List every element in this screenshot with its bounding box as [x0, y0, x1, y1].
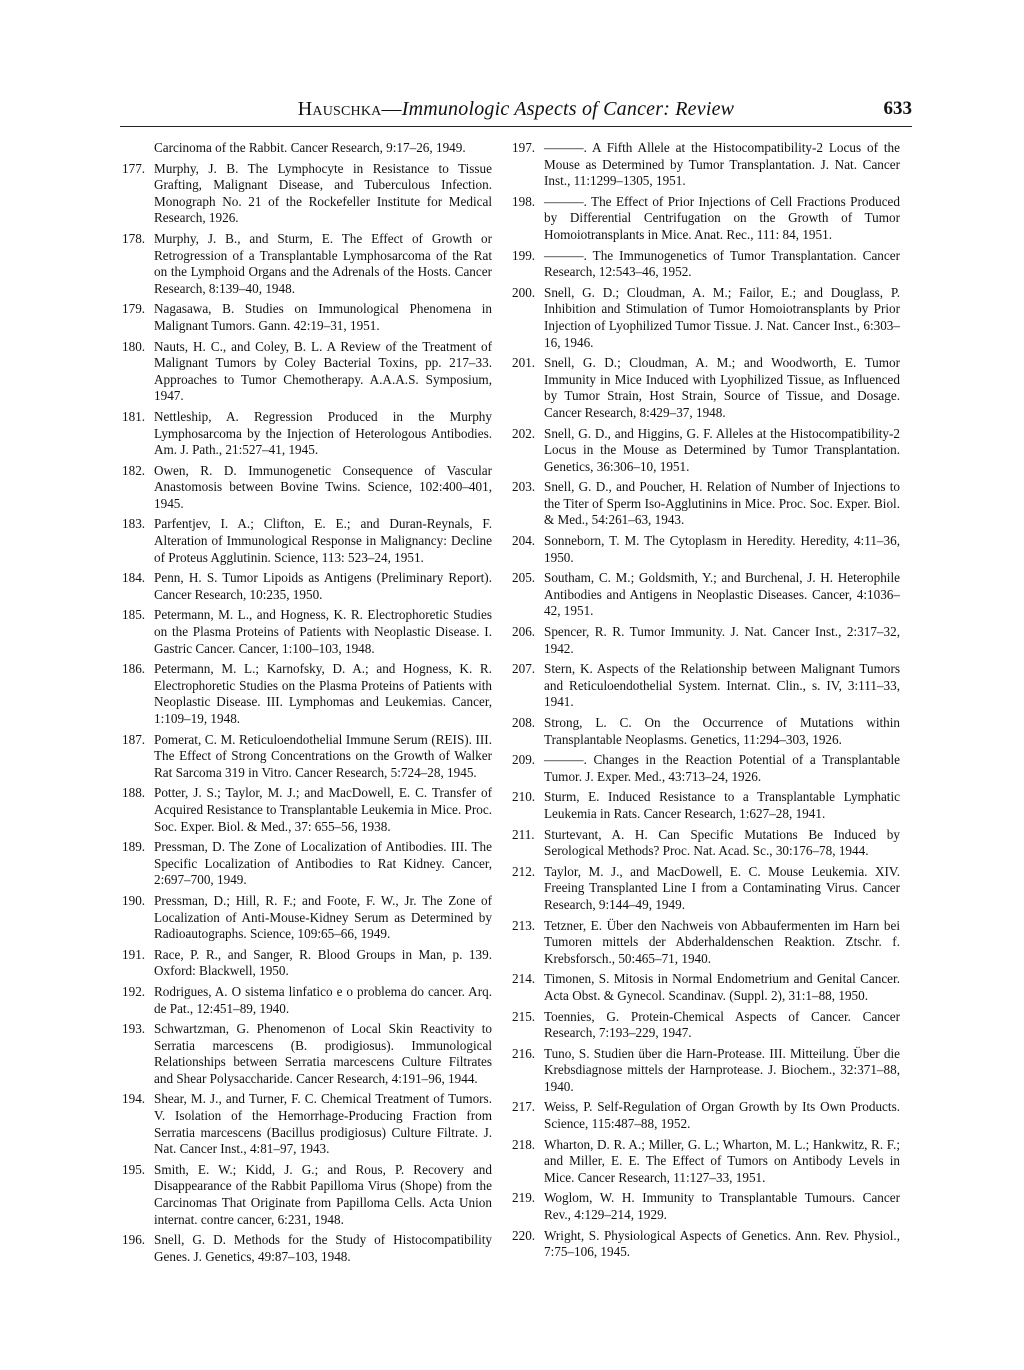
- reference-entry: [122, 607, 492, 657]
- reference-number: 217.: [512, 1099, 536, 1115]
- reference-number: 180.: [122, 338, 146, 354]
- reference-number: 188.: [122, 785, 146, 801]
- reference-text: Smith, E. W.; Kidd, J. G.; and Rous, P. Recovery and Disappearance of the Rabbit Papilloma Virus (Shope) from the Carcinomas That Originate from Papilloma Cells. Acta Union internat. contre cancer, 6:231, 1948.: [154, 1161, 492, 1227]
- reference-text: Race, P. R., and Sanger, R. Blood Groups in Man, p. 139. Oxford: Blackwell, 1950.: [154, 946, 492, 979]
- reference-text: Petermann, M. L.; Karnofsky, D. A.; and Hogness, K. R. Electrophoretic Studies on the Plasma Proteins of Patients with Neoplastic Disease. III. Lymphomas and Leukemias. Cancer, 1:109–19, 1948.: [154, 661, 492, 726]
- reference-text: Snell, G. D., and Higgins, G. F. Alleles at the Histocompatibility-2 Locus in the Mouse as Determined by Tumor Transplantation. Genetics, 36:306–10, 1951.: [544, 425, 900, 474]
- reference-entry: [512, 284, 900, 351]
- reference-number: 199.: [512, 247, 536, 263]
- reference-number: 213.: [512, 917, 536, 933]
- reference-number: 200.: [512, 284, 536, 300]
- reference-number: 210.: [512, 789, 536, 805]
- reference-number: 185.: [122, 607, 146, 623]
- reference-text: Carcinoma of the Rabbit. Cancer Research, 9:17–26, 1949.: [154, 140, 466, 155]
- page-number: 633: [883, 98, 912, 119]
- reference-text: Wharton, D. R. A.; Miller, G. L.; Wharton, M. L.; Hankwitz, R. F.; and Miller, E. E. The Effect of Tumors on Antibody Levels in Mice. Cancer Research, 11:127–33, 1951.: [544, 1136, 900, 1185]
- reference-entry: [122, 661, 492, 727]
- reference-text: Pressman, D. The Zone of Localization of Antibodies. III. The Specific Localization of Antibodies to Rat Kidney. Cancer, 2:697–700, 1949.: [154, 839, 492, 888]
- reference-number: 190.: [122, 892, 146, 908]
- reference-number: 177.: [122, 160, 146, 176]
- reference-number: 186.: [122, 661, 146, 677]
- reference-number: 181.: [122, 408, 146, 424]
- reference-entry: [512, 479, 900, 529]
- reference-text: Snell, G. D., and Poucher, H. Relation of Number of Injections to the Titer of Sperm Iso-Agglutinins in Mice. Proc. Soc. Exper. Biol. & Med., 54:261–63, 1943.: [544, 479, 900, 528]
- reference-number: 198.: [512, 193, 536, 209]
- reference-entry: [512, 826, 900, 860]
- reference-number: 192.: [122, 983, 146, 999]
- reference-number: 193.: [122, 1021, 146, 1037]
- running-title: [120, 98, 912, 121]
- reference-text: ———. The Immunogenetics of Tumor Transplantation. Cancer Research, 12:543–46, 1952.: [544, 247, 900, 280]
- reference-text: Pressman, D.; Hill, R. F.; and Foote, F. W., Jr. The Zone of Localization of Anti-Mouse-Kidney Serum as Determined by Radioautographs. Science, 109:65–66, 1949.: [154, 892, 492, 942]
- reference-number: 218.: [512, 1136, 536, 1152]
- reference-text: ———. A Fifth Allele at the Histocompatibility-2 Locus of the Mouse as Determined by Tumor Transplantation. J. Nat. Cancer Inst., 11:1299–1305, 1951.: [544, 140, 900, 189]
- reference-text: Snell, G. D.; Cloudman, A. M.; and Woodworth, E. Tumor Immunity in Mice Induced with Lyophilized Tissue, as Influenced by Tumor Strain, Host Strain, Source of Tissue, and Dosage. Cancer Research, 8:429–37, 1948.: [544, 355, 900, 420]
- reference-entry: [512, 1008, 900, 1042]
- reference-number: 220.: [512, 1227, 536, 1243]
- reference-entry: [512, 1099, 900, 1132]
- reference-number: 184.: [122, 570, 146, 586]
- running-author: Hauschka: [297, 98, 382, 120]
- reference-text: Sonneborn, T. M. The Cytoplasm in Heredity. Heredity, 4:11–36, 1950.: [544, 533, 900, 565]
- reference-entry: [512, 247, 900, 281]
- reference-number: 179.: [122, 301, 146, 317]
- reference-entry: [122, 230, 492, 297]
- reference-text: Rodrigues, A. O sistema linfatico e o problema do cancer. Arq. de Pat., 12:451–89, 1940.: [154, 983, 492, 1016]
- reference-text: Potter, J. S.; Taylor, M. J.; and MacDowell, E. C. Transfer of Acquired Resistance to Transplantable Leukemia in Mice. Proc. Soc. Exper. Biol. & Med., 37: 655–56, 1938.: [154, 785, 492, 834]
- reference-entry: [122, 946, 492, 980]
- reference-entry: [512, 425, 900, 476]
- reference-text: Penn, H. S. Tumor Lipoids as Antigens (Preliminary Report). Cancer Research, 10:235, 1950.: [154, 570, 492, 602]
- reference-text: Tetzner, E. Über den Nachweis von Abbaufermenten im Harn bei Tumoren mittels der Abderhaldenschen Reaktion. Ztschr. f. Krebsforsch., 50:465–71, 1940.: [544, 917, 900, 966]
- reference-entry: [122, 785, 492, 835]
- reference-number: 197.: [512, 140, 536, 155]
- right-reference-column: [512, 140, 900, 1265]
- reference-number: 195.: [122, 1161, 146, 1177]
- reference-text: Strong, L. C. On the Occurrence of Mutations within Transplantable Neoplasms. Genetics, 11:294–303, 1926.: [544, 715, 900, 747]
- reference-entry: [128, 140, 492, 157]
- reference-entry: [512, 789, 900, 822]
- reference-number: 209.: [512, 752, 536, 768]
- reference-text: Sturm, E. Induced Resistance to a Transplantable Lymphatic Leukemia in Rats. Cancer Research, 1:627–28, 1941.: [544, 789, 900, 821]
- reference-number: 205.: [512, 570, 536, 586]
- reference-number: 219.: [512, 1190, 536, 1206]
- running-separator: —: [381, 98, 402, 120]
- reference-number: 204.: [512, 533, 536, 549]
- reference-text: Stern, K. Aspects of the Relationship between Malignant Tumors and Reticuloendothelial System. Internat. Clin., s. IV, 3:111–33, 1941.: [544, 661, 900, 710]
- reference-entry: [512, 715, 900, 748]
- reference-text: Murphy, J. B., and Sturm, E. The Effect of Growth or Retrogression of a Transplantable Lymphosarcoma of the Rat on the Lymphoid Organs and the Adrenals of the Hosts. Cancer Research, 8:139–40, 1948.: [154, 230, 492, 296]
- reference-entry: [122, 892, 492, 943]
- reference-entry: [122, 516, 492, 566]
- reference-text: Snell, G. D.; Cloudman, A. M.; Failor, E.; and Douglass, P. Inhibition and Stimulation of Tumor Homoiotransplants by Prior Injection of Lyophilized Tumor Tissue. J. Nat. Cancer Inst., 6:303–16, 1946.: [544, 284, 900, 350]
- reference-number: 202.: [512, 425, 536, 441]
- reference-entry: [512, 917, 900, 968]
- reference-text: ———. The Effect of Prior Injections of Cell Fractions Produced by Differential Centrifugation on the Growth of Tumor Homoiotransplants in Mice. Anat. Rec., 111: 84, 1951.: [544, 193, 900, 242]
- reference-entry: [122, 570, 492, 603]
- reference-text: Nagasawa, B. Studies on Immunological Phenomena in Malignant Tumors. Gann. 42:19–31, 1951.: [154, 301, 492, 333]
- reference-number: 206.: [512, 624, 536, 640]
- reference-text: Petermann, M. L., and Hogness, K. R. Electrophoretic Studies on the Plasma Proteins of Patients with Neoplastic Disease. I. Gastric Cancer. Cancer, 1:100–103, 1948.: [154, 607, 492, 656]
- reference-number: 211.: [512, 826, 535, 842]
- reference-number: 207.: [512, 661, 536, 677]
- reference-text: Pomerat, C. M. Reticuloendothelial Immune Serum (REIS). III. The Effect of Strong Concentrations on the Growth of Walker Rat Sarcoma 319 in Vitro. Cancer Research, 5:724–28, 1945.: [154, 731, 492, 780]
- reference-entry: [122, 1161, 492, 1228]
- reference-entry: [512, 355, 900, 421]
- reference-entry: [512, 570, 900, 620]
- reference-text: Spencer, R. R. Tumor Immunity. J. Nat. Cancer Inst., 2:317–32, 1942.: [544, 624, 900, 656]
- reference-entry: [122, 160, 492, 227]
- reference-number: 189.: [122, 839, 146, 855]
- reference-text: Parfentjev, I. A.; Clifton, E. E.; and Duran-Reynals, F. Alteration of Immunological Response in Malignancy: Decline of Proteus Agglutinin. Science, 113: 523–24, 1951.: [154, 516, 492, 565]
- reference-entry: [122, 462, 492, 513]
- reference-text: Toennies, G. Protein-Chemical Aspects of Cancer. Cancer Research, 7:193–229, 1947.: [544, 1008, 900, 1041]
- reference-entry: [512, 1190, 900, 1223]
- reference-entry: [512, 533, 900, 566]
- reference-number: 191.: [122, 946, 146, 962]
- reference-text: Schwartzman, G. Phenomenon of Local Skin Reactivity to Serratia marcescens (B. prodigiosus). Immunological Relationships between Serratia marcescens Culture Filtrates and Shear Polysaccharide. Cancer Research, 4:191–96, 1944.: [154, 1021, 492, 1086]
- reference-number: 178.: [122, 230, 146, 246]
- reference-entry: [122, 1021, 492, 1087]
- reference-number: 212.: [512, 863, 536, 879]
- reference-text: Taylor, M. J., and MacDowell, E. C. Mouse Leukemia. XIV. Freeing Transplanted Line I from a Contaminating Virus. Cancer Research, 9:144–49, 1949.: [544, 863, 900, 912]
- reference-text: Southam, C. M.; Goldsmith, Y.; and Burchenal, J. H. Heterophile Antibodies and Antigens in Neoplastic Diseases. Cancer, 4:1036–42, 1951.: [544, 570, 900, 619]
- reference-number: 214.: [512, 971, 536, 987]
- reference-entry: [512, 140, 900, 190]
- reference-entry: [512, 863, 900, 914]
- reference-entry: [122, 983, 492, 1017]
- reference-number: 187.: [122, 731, 146, 747]
- reference-entry: [122, 1091, 492, 1157]
- reference-text: Timonen, S. Mitosis in Normal Endometrium and Genital Cancer. Acta Obst. & Gynecol. Scandinav. (Suppl. 2), 31:1–88, 1950.: [544, 971, 900, 1003]
- reference-number: 216.: [512, 1045, 536, 1061]
- reference-text: Tuno, S. Studien über die Harn-Protease. III. Mitteilung. Über die Krebsdiagnose mittels der Harnprotease. J. Biochem., 32:371–88, 1940.: [544, 1045, 900, 1094]
- reference-entry: [122, 338, 492, 405]
- reference-number: 196.: [122, 1232, 146, 1248]
- reference-entry: [512, 624, 900, 657]
- reference-number: 182.: [122, 462, 146, 478]
- reference-text: Wright, S. Physiological Aspects of Genetics. Ann. Rev. Physiol., 7:75–106, 1945.: [544, 1227, 900, 1260]
- reference-entry: [512, 193, 900, 244]
- reference-number: 203.: [512, 479, 536, 495]
- reference-text: Nauts, H. C., and Coley, B. L. A Review of the Treatment of Malignant Tumors by Coley Bacterial Toxins, pp. 217–33. Approaches to Tumor Chemotherapy. A.A.A.S. Symposium, 1947.: [154, 338, 492, 404]
- running-article-title: Immunologic Aspects of Cancer: Review: [401, 98, 735, 120]
- reference-entry: [122, 1232, 492, 1265]
- reference-entry: [512, 971, 900, 1004]
- reference-number: 201.: [512, 355, 536, 371]
- reference-entry: [122, 839, 492, 889]
- running-header: [120, 96, 912, 127]
- reference-text: Weiss, P. Self-Regulation of Organ Growth by Its Own Products. Science, 115:487–88, 1952.: [544, 1099, 900, 1132]
- reference-entry: [512, 661, 900, 711]
- reference-entry: [122, 408, 492, 459]
- reference-number: 208.: [512, 715, 536, 730]
- reference-entry: [512, 1045, 900, 1096]
- reference-text: Murphy, J. B. The Lymphocyte in Resistance to Tissue Grafting, Malignant Disease, and Tuberculous Infection. Monograph No. 21 of the Rockefeller Institute for Medical Research, 1926.: [154, 160, 492, 226]
- reference-number: 183.: [122, 516, 146, 532]
- reference-text: Woglom, W. H. Immunity to Transplantable Tumours. Cancer Rev., 4:129–214, 1929.: [544, 1190, 900, 1223]
- reference-number: 194.: [122, 1091, 146, 1107]
- reference-text: Snell, G. D. Methods for the Study of Histocompatibility Genes. J. Genetics, 49:87–103, 1948.: [154, 1232, 492, 1264]
- left-reference-column: [122, 140, 492, 1269]
- reference-entry: [512, 1136, 900, 1187]
- reference-text: Sturtevant, A. H. Can Specific Mutations Be Induced by Serological Methods? Proc. Nat. Acad. Sc., 30:176–78, 1944.: [544, 826, 900, 859]
- reference-entry: [512, 1227, 900, 1261]
- reference-text: ———. Changes in the Reaction Potential of a Transplantable Tumor. J. Exper. Med., 43:713–24, 1926.: [544, 752, 900, 784]
- reference-text: Owen, R. D. Immunogenetic Consequence of Vascular Anastomosis between Bovine Twins. Science, 102:400–401, 1945.: [154, 462, 492, 511]
- reference-text: Shear, M. J., and Turner, F. C. Chemical Treatment of Tumors. V. Isolation of the Hemorrhage-Producing Fraction from Serratia marcescens (Bacillus prodigiosus) Culture Filtrate. J. Nat. Cancer Inst., 4:81–97, 1943.: [154, 1091, 492, 1157]
- reference-text: Nettleship, A. Regression Produced in the Murphy Lymphosarcoma by the Injection of Heterologous Antibodies. Am. J. Path., 21:527–41, 1945.: [154, 408, 492, 458]
- reference-entry: [122, 301, 492, 334]
- reference-number: 215.: [512, 1008, 536, 1024]
- reference-entry: [122, 731, 492, 782]
- reference-entry: [512, 752, 900, 785]
